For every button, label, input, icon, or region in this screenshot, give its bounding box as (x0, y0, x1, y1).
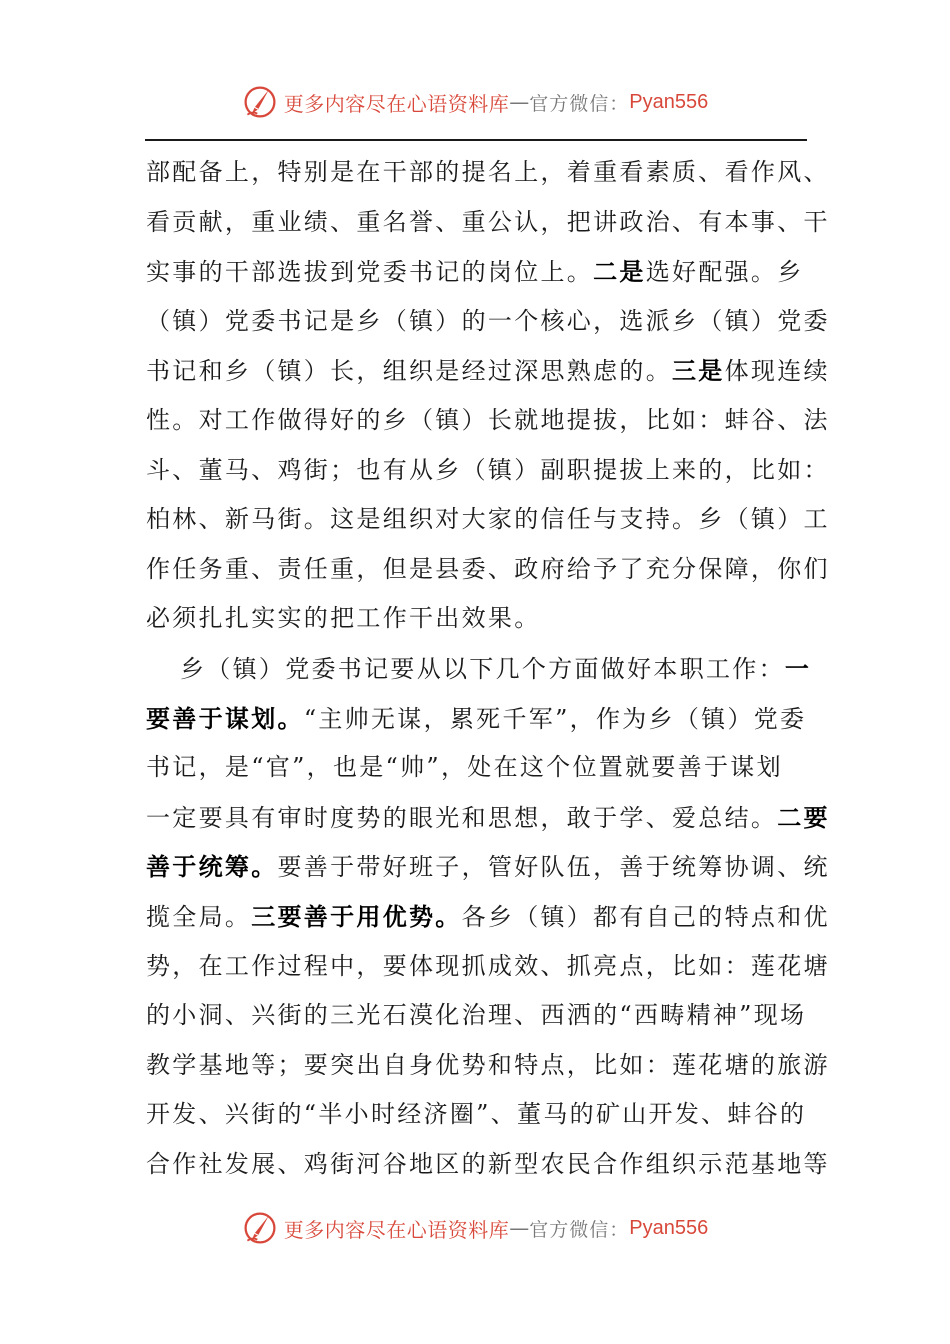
banner-brand-text: 更多内容尽在心语资料库 (283, 91, 510, 116)
text-segment: 斗、董马、鸡街；也有从乡（镇）副职提拔上来的，比如： (146, 455, 830, 484)
quill-pen-logo-icon (242, 1210, 278, 1246)
text-line (146, 694, 808, 744)
header-divider (145, 139, 807, 141)
banner-wechat-id: Pyan556 (629, 90, 709, 113)
text-line (146, 148, 830, 198)
banner-wechat-label: 官方微信： (529, 1218, 630, 1241)
text-segment: 书记和乡（镇）长，组织是经过深思熟虑的。 (146, 357, 672, 386)
text-segment: 乡（镇）党委书记要从以下几个方面做好本职工作： (180, 654, 785, 683)
text-segment: “主帅无谋，累死千军”，作为乡（镇）党委 (303, 704, 807, 733)
text-line (146, 942, 830, 992)
text-line (146, 198, 830, 248)
text-segment: 势，在工作过程中，要体现抓成效、抓亮点，比如：莲花塘 (146, 951, 830, 980)
text-segment: 的小洞、兴街的三光石漠化治理、西洒的“西畴精神”现场 (146, 1001, 807, 1030)
bold-text-segment: 二是 (593, 257, 646, 287)
text-line (146, 842, 830, 892)
text-line (146, 1090, 808, 1140)
text-segment: 各乡（镇）都有自己的特点和优 (461, 902, 830, 931)
text-segment: 要善于带好班子，管好队伍，善于统筹协调、统 (277, 853, 830, 882)
bold-text-segment: 三是 (672, 356, 725, 386)
text-line (146, 1140, 830, 1190)
text-segment: 必须扎扎实实的把工作干出效果。 (146, 604, 541, 633)
text-line (146, 495, 830, 545)
bold-text-segment: 二要 (777, 802, 830, 832)
document-body (146, 148, 830, 1189)
text-segment: 一定要具有审时度势的眼光和思想，敢于学、爱总结。 (146, 803, 778, 832)
text-line (146, 743, 808, 793)
banner-brand-text: 更多内容尽在心语资料库 (283, 1217, 510, 1242)
text-line (146, 991, 808, 1041)
text-segment: 书记，是“官”，也是“帅”，处在这个位置就要善于谋划 (146, 753, 783, 782)
text-segment: 作任务重、责任重，但是县委、政府给予了充分保障，你们 (146, 554, 830, 583)
banner-wechat-id: Pyan556 (629, 1216, 709, 1239)
banner-wechat-label: 官方微信： (529, 92, 630, 115)
text-segment: 选好配强。乡 (645, 258, 804, 287)
bold-text-segment: 要善于谋划。 (146, 703, 304, 733)
header-watermark-banner (0, 80, 950, 124)
text-segment: 教学基地等；要突出自身优势和特点，比如：莲花塘的旅游 (146, 1050, 830, 1079)
text-line (146, 1041, 830, 1091)
text-line (146, 594, 808, 644)
bold-text-segment: 善于统筹。 (146, 852, 278, 882)
text-line (146, 793, 830, 843)
text-line (146, 446, 830, 496)
text-segment: 看贡献，重业绩、重名誉、重公认，把讲政治、有本事、干 (146, 207, 830, 236)
bold-text-segment: 三要善于用优势。 (251, 901, 462, 931)
text-segment: 实事的干部选拔到党委书记的岗位上。 (146, 258, 594, 287)
text-line (146, 892, 830, 942)
text-segment: （镇）党委书记是乡（镇）的一个核心，选派乡（镇）党委 (146, 306, 830, 335)
text-segment: 柏林、新马街。这是组织对大家的信任与支持。乡（镇）工 (146, 505, 830, 534)
banner-dash: — (509, 90, 530, 114)
text-segment: 合作社发展、鸡街河谷地区的新型农民合作组织示范基地等 (146, 1149, 830, 1178)
bold-text-segment: 一 (784, 653, 812, 683)
banner-dash: — (509, 1216, 530, 1240)
quill-pen-logo-icon (242, 84, 278, 120)
text-line (146, 247, 808, 297)
text-line (146, 396, 830, 446)
text-segment: 部配备上，特别是在干部的提名上，着重看素质、看作风、 (146, 158, 830, 186)
text-line (146, 346, 830, 396)
text-line (146, 297, 830, 347)
text-line (146, 644, 812, 694)
text-segment: 开发、兴街的“半小时经济圈”、董马的矿山开发、蚌谷的 (146, 1100, 807, 1129)
text-segment: 揽全局。 (146, 902, 252, 931)
text-segment: 性。对工作做得好的乡（镇）长就地提拔，比如：蚌谷、法 (146, 405, 830, 434)
text-line (146, 545, 830, 595)
text-segment: 体现连续 (724, 357, 830, 386)
footer-watermark-banner (0, 1206, 950, 1250)
